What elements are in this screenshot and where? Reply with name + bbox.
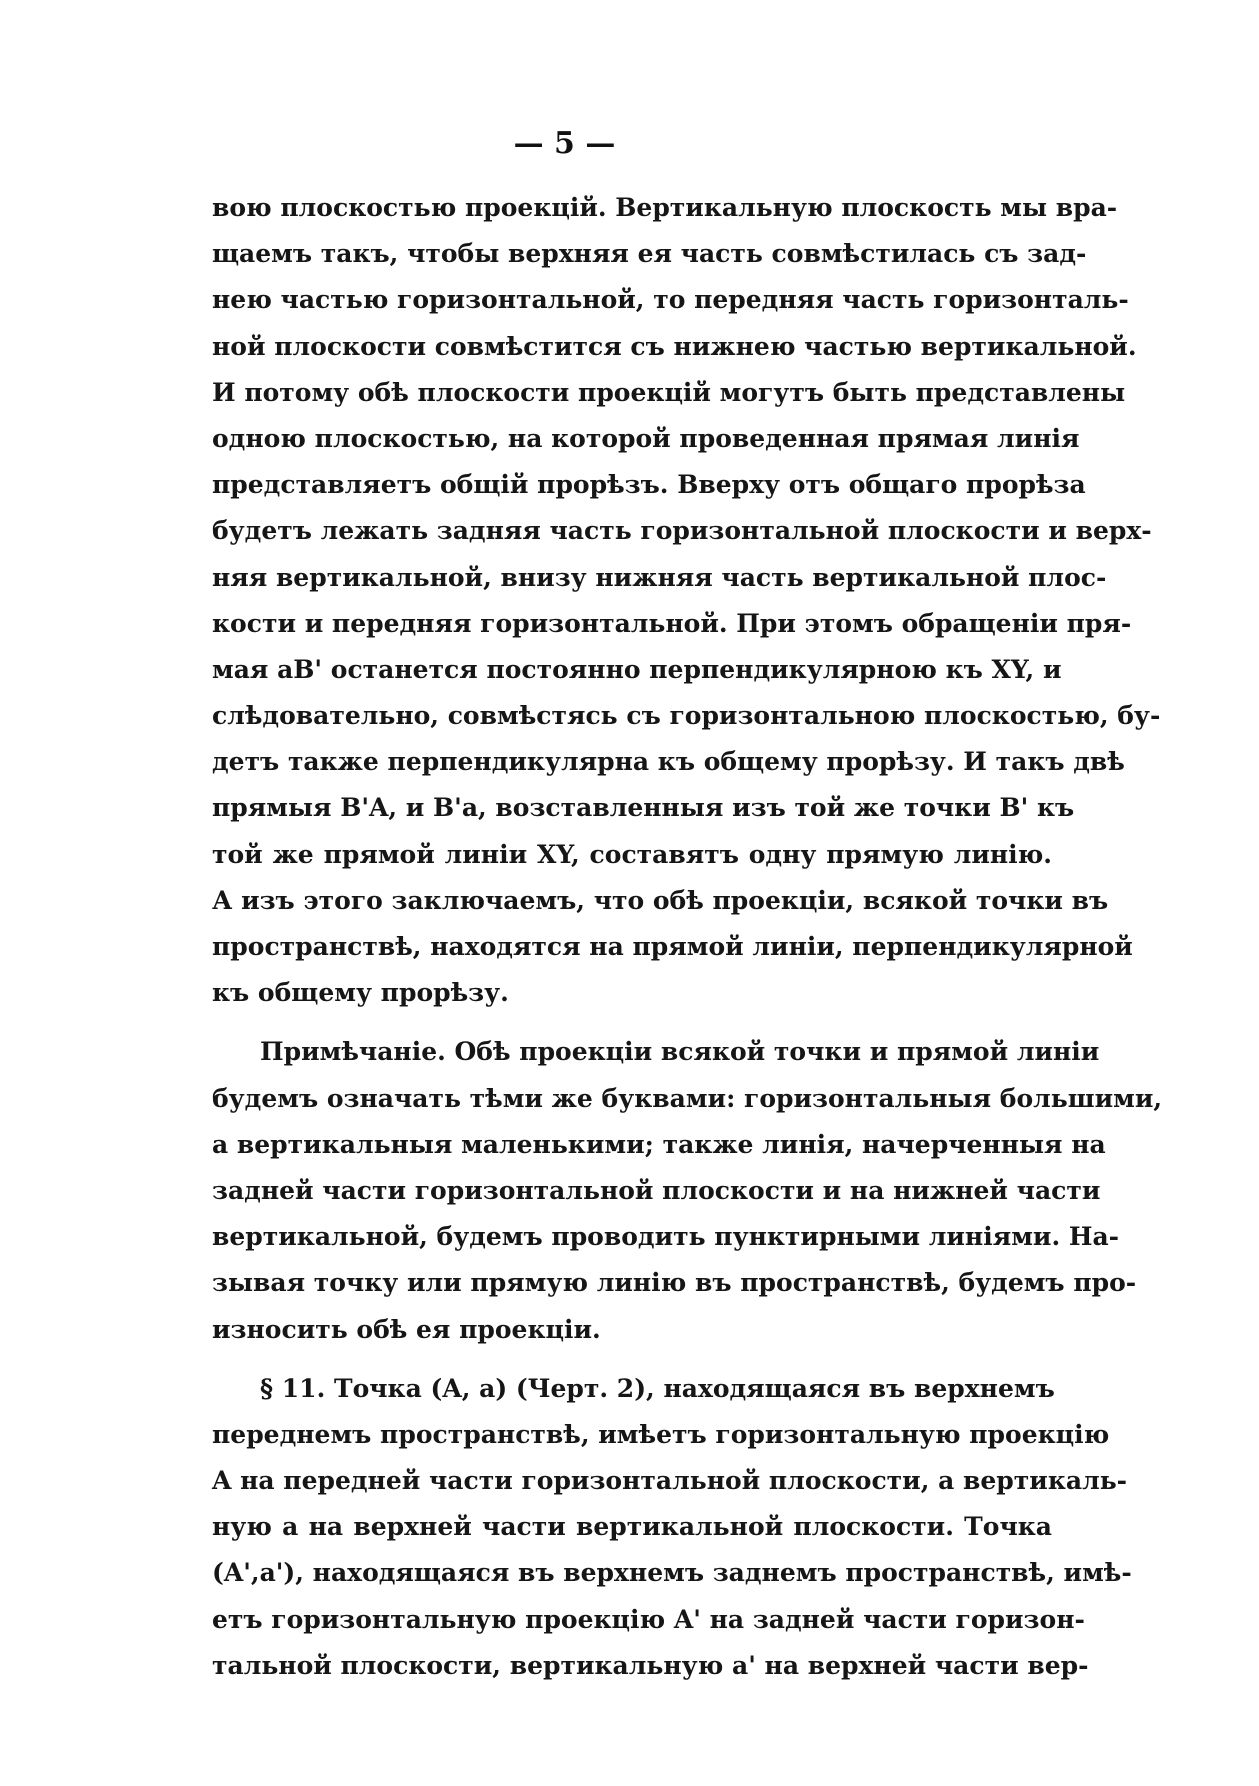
text-line: переднемъ пространствѣ, имѣетъ горизонтальную проекцію — [212, 1419, 1110, 1449]
text-line: ной плоскости совмѣстится съ нижнею частью вертикальной. — [212, 331, 1137, 361]
text-line: нею частью горизонтальной, то передняя часть горизонталь- — [212, 285, 1129, 315]
text-line: ную a на верхней части вертикальной плоскости. Точка — [212, 1512, 1052, 1542]
text-line: будемъ означать тѣми же буквами: горизонтальныя большими, — [212, 1083, 1163, 1113]
text-line: а вертикальныя маленькими; также линія, начерченныя на — [212, 1129, 1106, 1159]
text-line: И потому обѣ плоскости проекцій могутъ быть представлены — [212, 377, 1126, 407]
text-line: (A',a'), находящаяся въ верхнемъ заднемъ пространствѣ, имѣ- — [212, 1558, 1132, 1588]
text-line: детъ также перпендикулярна къ общему прорѣзу. И такъ двѣ — [212, 747, 1125, 777]
text-line: етъ горизонтальную проекцію A' на задней части горизон- — [212, 1604, 1085, 1634]
text-line: зывая точку или прямую линію въ пространствѣ, будемъ про- — [212, 1268, 1137, 1298]
page-number: — 5 — — [513, 126, 616, 161]
text-line: износить обѣ ея проекціи. — [212, 1314, 601, 1344]
text-line: къ общему прорѣзу. — [212, 978, 509, 1008]
text-line: кости и передняя горизонтальной. При этомъ обращеніи пря- — [212, 608, 1132, 638]
text-line: слѣдовательно, совмѣстясь съ горизонтальною плоскостью, бу- — [212, 701, 1161, 731]
text-line: няя вертикальной, внизу нижняя часть вертикальной плос- — [212, 562, 1107, 592]
note-line: Примѣчаніе. Обѣ проекціи всякой точки и прямой линіи — [260, 1037, 1100, 1067]
text-line: щаемъ такъ, чтобы верхняя ея часть совмѣстилась съ зад- — [212, 239, 1087, 269]
section-line: § 11. Точка (A, a) (Черт. 2), находящаяся въ верхнемъ — [260, 1373, 1055, 1403]
text-line: A на передней части горизонтальной плоскости, а вертикаль- — [212, 1466, 1128, 1496]
text-line: будетъ лежать задняя часть горизонтальной плоскости и верх- — [212, 516, 1152, 546]
text-line: прямыя B'A, и B'a, возставленныя изъ той же точки B' къ — [212, 793, 1075, 823]
text-line: тальной плоскости, вертикальную a' на верхней части вер- — [212, 1650, 1089, 1680]
text-line: представляетъ общій прорѣзъ. Вверху отъ общаго прорѣза — [212, 470, 1086, 500]
text-line: мая aB' останется постоянно перпендикулярною къ XY, и — [212, 654, 1062, 684]
text-line: пространствѣ, находятся на прямой линіи, перпендикулярной — [212, 932, 1133, 961]
text-line: задней части горизонтальной плоскости и на нижней части — [212, 1175, 1101, 1205]
text-line: одною плоскостью, на которой проведенная прямая линія — [212, 423, 1080, 453]
body-text — [212, 188, 1163, 1692]
text-line: той же прямой линіи XY, составятъ одну прямую линію. — [212, 839, 1052, 869]
text-line: вою плоскостью проекцій. Вертикальную плоскость мы вра- — [212, 193, 1118, 222]
text-line: А изъ этого заключаемъ, что обѣ проекціи, всякой точки въ — [212, 885, 1109, 915]
text-line: вертикальной, будемъ проводить пунктирными линіями. На- — [212, 1222, 1120, 1252]
